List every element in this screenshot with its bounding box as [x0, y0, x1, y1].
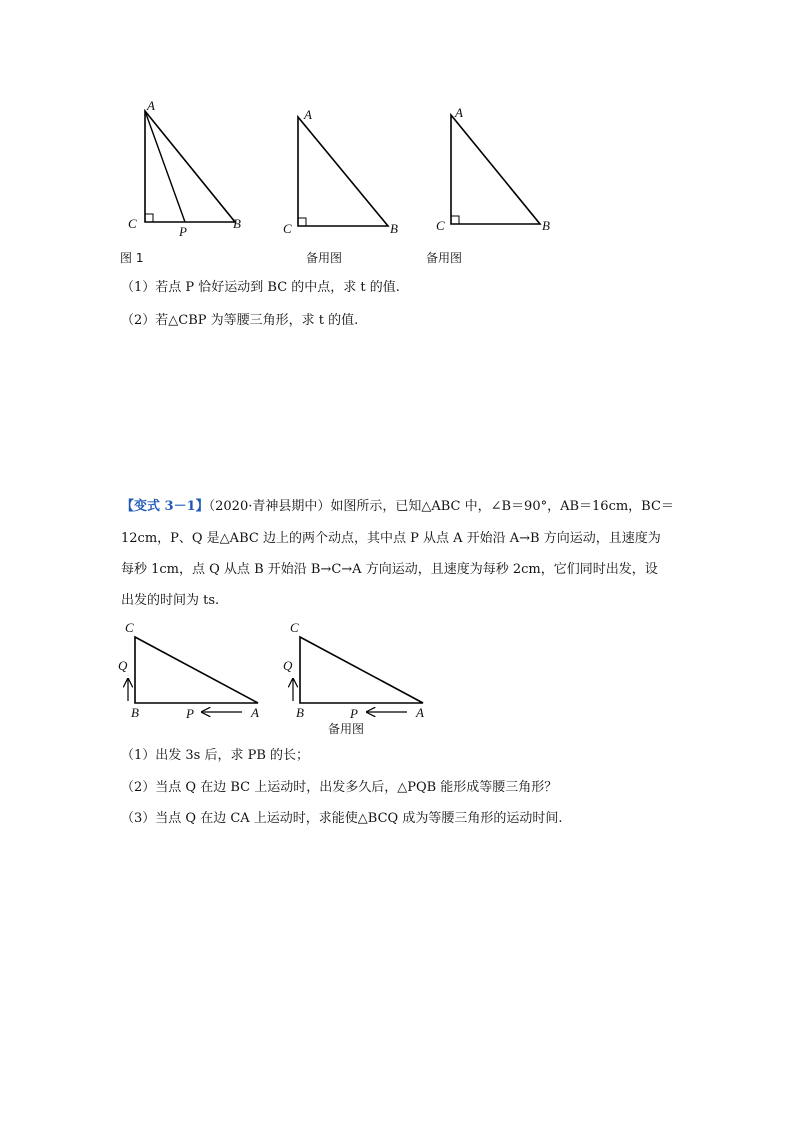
top-figures [110, 95, 570, 240]
fig3-label-c: C [436, 218, 445, 233]
variant-line-2: 12cm，P、Q 是△ABC 边上的两个动点，其中点 P 从点 A 开始沿 A→B 方向运动，且速度为 [121, 531, 661, 546]
figure-2-caption: 备用图 [306, 251, 343, 265]
bottom-figures [110, 615, 450, 740]
bottom1-label-q: Q [118, 658, 128, 673]
bottom1-label-a: A [251, 705, 259, 720]
fig2-label-b: B [390, 221, 398, 236]
bottom2-label-q: Q [283, 658, 293, 673]
figure-1-caption: 图 1 [120, 251, 144, 265]
fig3-label-b: B [542, 218, 550, 233]
variant-line-1-text: （2020·青神县期中）如图所示，已知△ABC 中，∠B＝90°，AB＝16cm，BC＝ [208, 499, 674, 514]
figure-3 [436, 105, 550, 233]
bottom1-label-c: C [125, 620, 134, 635]
fig1-label-c: C [128, 216, 137, 231]
bottom-figure-caption: 备用图 [328, 722, 365, 736]
figure-1 [128, 98, 241, 239]
fig3-label-a: A [455, 105, 463, 120]
figure-3-caption: 备用图 [426, 251, 463, 265]
fig1-label-b: B [233, 216, 241, 231]
question-1-2: （2）若△CBP 为等腰三角形，求 t 的值. [121, 313, 359, 328]
question-2-2: （2）当点 Q 在边 BC 上运动时，出发多久后，△PQB 能形成等腰三角形？ [121, 780, 558, 795]
bottom-figure-1 [118, 620, 259, 721]
fig2-label-a: A [304, 107, 312, 122]
bottom2-label-b: B [296, 705, 304, 720]
bottom-figure-2 [283, 620, 424, 736]
variant-tag: 【变式 3－1】 [121, 499, 209, 514]
bottom2-label-a: A [416, 705, 424, 720]
bottom2-label-c: C [290, 620, 299, 635]
fig1-label-a: A [147, 98, 155, 113]
bottom1-label-b: B [131, 705, 139, 720]
fig1-label-p: P [179, 224, 187, 239]
figure-2 [283, 107, 398, 236]
question-1-1: （1）若点 P 恰好运动到 BC 的中点，求 t 的值. [121, 280, 400, 295]
variant-line-3: 每秒 1cm，点 Q 从点 B 开始沿 B→C→A 方向运动，且速度为每秒 2cm，它们同时出发，设 [121, 562, 658, 577]
bottom1-label-p: P [186, 706, 194, 721]
question-2-1: （1）出发 3s 后，求 PB 的长； [121, 748, 310, 763]
question-2-3: （3）当点 Q 在边 CA 上运动时，求能使△BCQ 成为等腰三角形的运动时间. [121, 811, 563, 826]
variant-line-4: 出发的时间为 ts. [121, 593, 220, 608]
fig2-label-c: C [283, 221, 292, 236]
variant-line-1 [121, 497, 674, 517]
bottom2-label-p: P [350, 706, 358, 721]
